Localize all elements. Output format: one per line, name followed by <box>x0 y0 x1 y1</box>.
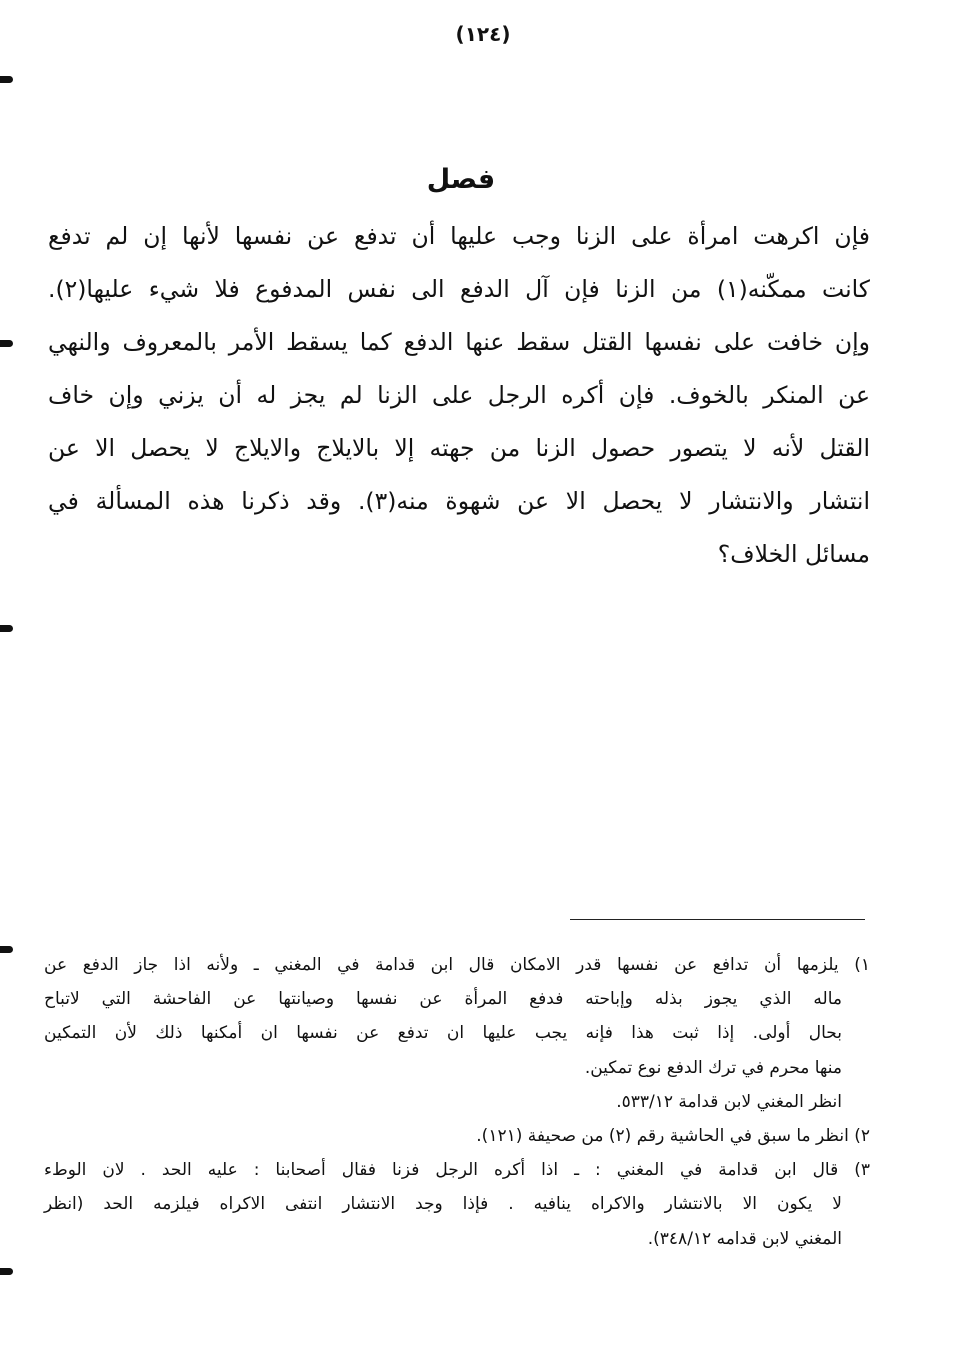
body-text <box>48 210 870 581</box>
body-line: وإن خافت على نفسها القتل سقط عنها الدفع كما يسقط الأمر بالمعروف والنهي <box>48 328 870 356</box>
body-line: انتشار والانتشار لا يحصل الا عن شهوة منه(٣). وقد ذكرنا هذه المسألة في <box>48 487 870 515</box>
binding-mark <box>0 625 13 632</box>
body-line: مسائل الخلاف؟ <box>717 540 870 568</box>
footnote-line: المغني لابن قدامه ٣٤٨/١٢). <box>647 1228 842 1249</box>
page-number: (١٢٤) <box>455 22 511 46</box>
footnote-line: منها محرم في ترك الدفع نوع تمكين. <box>584 1057 842 1078</box>
footnote-line: انظر المغني لابن قدامة ٥٣٣/١٢. <box>616 1091 842 1112</box>
binding-mark <box>0 946 13 953</box>
footnote-divider <box>570 919 865 920</box>
footnote-line: ٢) انظر ما سبق في الحاشية رقم (٢) من صحيفة (١٢١). <box>476 1125 870 1146</box>
footnote-line: ٣) قال ابن قدامة في المغني : ـ اذا أكره الرجل فزنا فقال أصحابنا : عليه الحد . لان الوطء <box>44 1160 870 1181</box>
body-line: كانت ممكّنه(١) من الزنا فإن آل الدفع الى نفس المدفوع فلا شيء عليها(٢). <box>48 275 870 303</box>
footnote-line: لا يكون الا بالانتشار والاكراه ينافيه . فإذا وجد الانتشار انتفى الاكراه فيلزمه الحد (انظر <box>44 1194 842 1215</box>
body-line: القتل لأنه لا يتصور حصول الزنا من جهته إلا بالايلاج والايلاج لا يحصل الا عن <box>48 434 870 462</box>
body-line: فإن اكرهت امرأة على الزنا وجب عليها أن تدفع عن نفسها لأنها إن لم تدفع <box>48 222 870 250</box>
binding-mark <box>0 1268 13 1275</box>
body-line: عن المنكر بالخوف. فإن أكره الرجل على الزنا لم يجز له أن يزني وإن خاف <box>48 381 870 409</box>
section-title: فصل <box>426 164 496 195</box>
footnote-line: بحال أولى. إذا ثبت هذا فإنه يجب عليها ان تدفع عن نفسها ان أمكنها ذلك لأن التمكين <box>44 1023 842 1044</box>
binding-mark <box>0 340 13 347</box>
footnotes <box>44 948 870 1256</box>
footnote-line: ماله الذي يجوز بذله وإباحته فدفع المرأة عن نفسها وصيانتها عن الفاحشة التي لاتباح <box>44 989 842 1010</box>
binding-mark <box>0 76 13 83</box>
footnote-line: ١) يلزمها أن تدافع عن نفسها قدر الامكان قال ابن قدامة في المغني ـ ولأنه اذا جاز الدفع عن <box>44 955 870 975</box>
